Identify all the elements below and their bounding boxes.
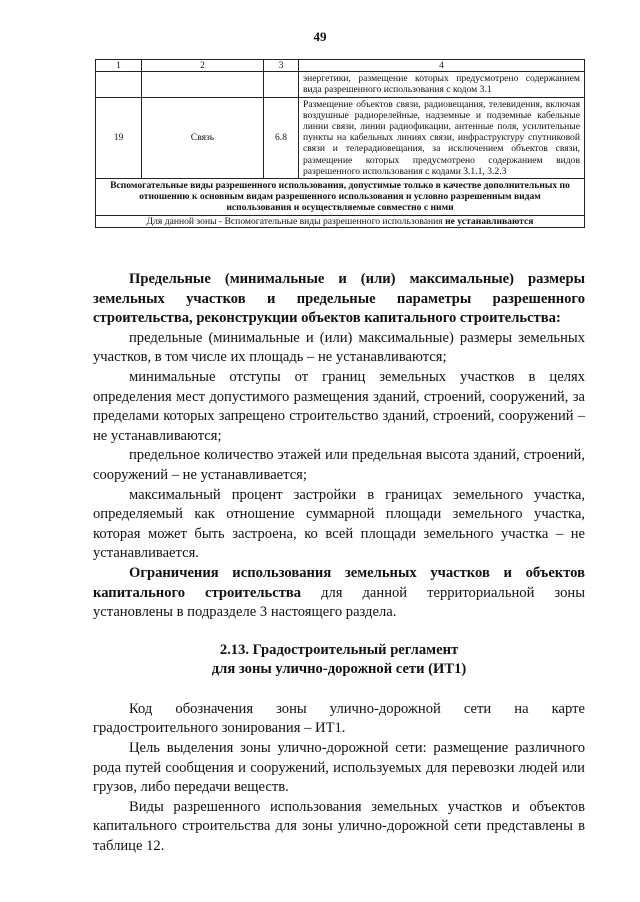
- aux-uses-zone-note: [96, 215, 585, 227]
- paragraph-table-reference: Виды разрешенного использования земельных участков и объектов капитального строительства для зоны улично-дорожной сети представлены в таблице 12.: [93, 798, 585, 855]
- section-title-line-1: 2.13. Градостроительный регламент: [219, 641, 459, 658]
- header-cell-4: 4: [299, 60, 585, 72]
- paragraph-coverage: максимальный процент застройки в границах земельного участка, определяемый как отношение суммарной площади земельного участка, которая может быть застроена, ко всей площади земельного участка – не устанавливается.: [93, 486, 585, 562]
- table-header-row: [96, 60, 585, 72]
- aux-zone-text: Для данной зоны - Вспомогательные виды разрешенного использования: [146, 215, 446, 227]
- document-body: [93, 270, 585, 857]
- use-type-name: Связь: [142, 97, 264, 178]
- paragraph-restrictions: [93, 564, 585, 623]
- continued-description: [299, 72, 585, 97]
- aux-zone-row: [96, 215, 585, 227]
- table-row-19: [96, 97, 585, 178]
- row-number: 19: [96, 97, 142, 178]
- paragraph-floors: предельное количество этажей или предельная высота зданий, строений, сооружений – не устанавливается;: [93, 447, 585, 483]
- paragraph-setbacks: минимальные отступы от границ земельных участков в целях определения мест допустимого размещения зданий, строений, сооружений, за пределами которых запрещено строительство зданий, строений, сооружений – не устанавливаются;: [93, 368, 585, 444]
- limits-heading: Предельные (минимальные и (или) максимальные) размеры земельных участков и предельные параметры разрешенного строительства, реконструкции объектов капитального строительства:: [93, 271, 585, 327]
- use-type-description: Размещение объектов связи, радиовещания, телевидения, включая воздушные радиорелейные, надземные и подземные кабельные линии связи, линии радиофикации, антенные поля, усилительные пункты на кабельных линиях связи, инфраструктуру спутниковой связи и телерадиовещания, за исключением объектов связи, размещение которых предусмотрено содержанием видов разрешенного использования с кодами 3.1.1, 3.2.3: [299, 97, 585, 178]
- header-cell-3: 3: [264, 60, 299, 72]
- header-cell-1: 1: [96, 60, 142, 72]
- continued-description-line-2: вида разрешенного использования с кодом 3.1: [303, 84, 492, 96]
- aux-zone-status: не устанавливаются: [445, 215, 534, 227]
- restrictions-rest: для данной территориальной зоны установлены в подразделе 3 настоящего раздела.: [93, 584, 585, 621]
- aux-heading-row: [96, 179, 585, 216]
- permitted-use-table: [95, 59, 585, 228]
- restrictions-bold: Ограничения использования земельных участков и объектов капитального строительства: [93, 564, 585, 601]
- paragraph-zone-purpose: Цель выделения зоны улично-дорожной сети: размещение различного рода путей сообщения и сооружений, используемых для перевозки людей или грузов, либо передачи веществ.: [93, 740, 585, 796]
- section-title-line-2: для зоны улично-дорожной сети (ИТ1): [211, 661, 467, 678]
- table-row-continued: [96, 72, 585, 97]
- section-title: [93, 641, 585, 680]
- aux-uses-heading: Вспомогательные виды разрешенного использования, допустимые только в качестве дополнительных по отношению к основным видам разрешенного использования и условно разрешенным видам использования и осуществляемые совместно с ними: [96, 179, 585, 216]
- use-type-code: 6.8: [264, 97, 299, 178]
- page-number: 49: [313, 29, 327, 44]
- continued-description-line-1: энергетики, размещение которых предусмотрено содержанием: [303, 73, 580, 85]
- paragraph-zone-code: Код обозначения зоны улично-дорожной сети на карте градостроительного зонирования – ИТ1.: [93, 700, 585, 737]
- header-cell-2: 2: [142, 60, 264, 72]
- paragraph-plot-size: предельные (минимальные и (или) максимальные) размеры земельных участков, в том числе их площадь – не устанавливаются;: [93, 329, 585, 366]
